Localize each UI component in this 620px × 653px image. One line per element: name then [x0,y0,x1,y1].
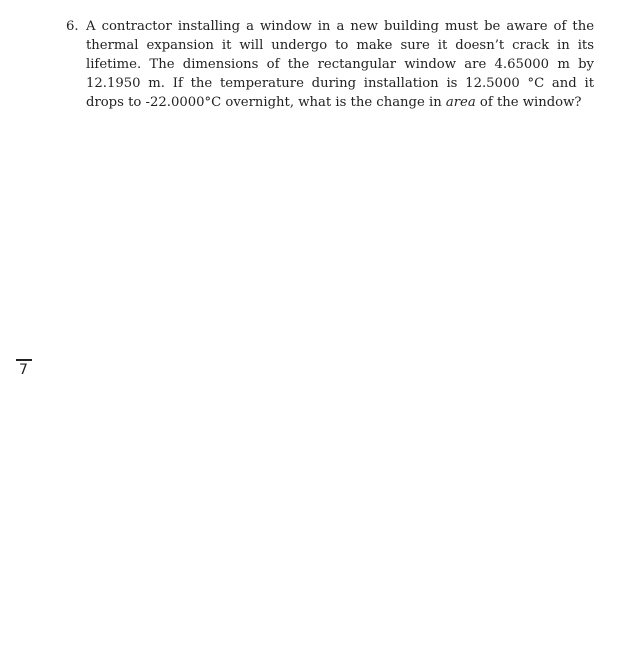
page-marker-bar [16,359,32,361]
problem-text-emphasis: area [445,95,476,110]
problem-text-end: of the window? [475,95,582,110]
problem-text-main: A contractor installing a window in a new building must be aware of the thermal expansion it will undergo to make sure it doesn’t crack in its lifetime. The dimensions of the rectangular window are 4.65000 m by 12.1950 m. If the temperature during installation is 12.5000 °C and it drops to -22.0000°C overnight, what is the change in [86,19,594,110]
problem-text [86,17,594,112]
page-number: 7 [19,362,28,378]
problem-number: 6. [66,19,79,34]
page-number-marker [16,359,32,381]
problem-6 [66,17,594,112]
